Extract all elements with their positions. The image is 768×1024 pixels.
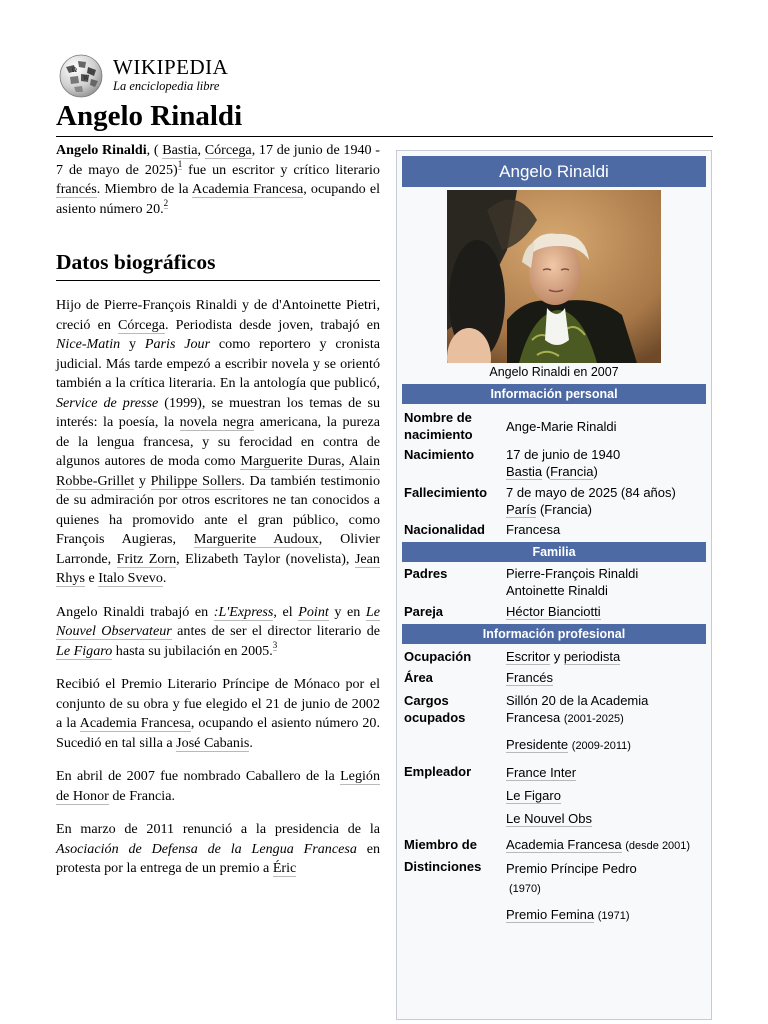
- value-nationality: Francesa: [506, 522, 561, 537]
- value-birth-name: Ange-Marie Rinaldi: [506, 419, 617, 434]
- link-birth-country[interactable]: Francia: [550, 464, 594, 479]
- link-corcega-2[interactable]: Córcega: [118, 316, 165, 333]
- label-partner: Pareja: [404, 604, 444, 619]
- link-italo-svevo[interactable]: Italo Svevo: [98, 570, 163, 586]
- paragraph-4: En abril de 2007 fue nombrado Caballero de la Legión de Honor de Francia.: [56, 768, 380, 804]
- label-birth: Nacimiento: [404, 447, 475, 462]
- row-employer: [402, 762, 706, 834]
- svg-text:Ω: Ω: [72, 67, 77, 74]
- article-body: [56, 141, 380, 893]
- section-heading: Datos biográficos: [56, 249, 380, 281]
- link-death-place[interactable]: París: [506, 502, 537, 517]
- link-novela-negra[interactable]: novela negra: [179, 414, 255, 430]
- value-mother: Antoinette Rinaldi: [506, 583, 608, 598]
- link-jean-rhys[interactable]: Jean Rhys: [56, 550, 380, 586]
- link-bastia[interactable]: Bastia: [162, 142, 198, 158]
- label-parents: Padres: [404, 566, 448, 581]
- wikipedia-tagline: La enciclopedia libre: [113, 79, 220, 93]
- ref-2[interactable]: 2: [163, 197, 169, 208]
- row-death: Fallecimiento 7 de mayo de 2025 (84 años) París (Francia): [402, 482, 706, 520]
- link-robbe-grillet[interactable]: Alain Robbe-Grillet: [56, 453, 380, 489]
- intro-paragraph: Angelo Rinaldi, ( Bastia, Córcega, 17 de junio de 1940 - 7 de mayo de 2025)$^1$ fue un escritor y crítico literario francés. Miembro de la Academia Francesa, ocupando el asiento número 20.$^2$: [56, 142, 380, 217]
- photo-caption: Angelo Rinaldi en 2007: [489, 365, 619, 379]
- link-birth-place[interactable]: Bastia: [506, 464, 543, 479]
- row-partner: [402, 602, 706, 624]
- value-father: Pierre-François Rinaldi: [506, 566, 639, 581]
- link-corcega[interactable]: Córcega: [204, 142, 252, 158]
- link-partner[interactable]: Héctor Bianciotti: [506, 604, 601, 619]
- link-jose-cabanis[interactable]: José Cabanis: [176, 734, 250, 751]
- link-nouvel-observateur[interactable]: Le Nouvel Observateur: [56, 603, 380, 639]
- link-le-nouvel-obs[interactable]: Le Nouvel Obs: [506, 811, 592, 826]
- link-point[interactable]: Point: [298, 603, 329, 620]
- label-area: Área: [404, 670, 433, 685]
- link-marguerite-audoux[interactable]: Marguerite Audoux: [193, 531, 319, 547]
- row-member-distinctions: Miembro de Distinciones Academia Francesa (desde 2001) Premio Príncipe Pedro (1970) Premio Femina (1971): [402, 834, 706, 930]
- paragraph-2: Angelo Rinaldi trabajó en :L'Express, el Point y en Le Nouvel Observateur antes de ser el director literario de Le Figaro hasta su jubilación en 2005.$^3$: [56, 603, 381, 659]
- link-escritor[interactable]: Escritor: [506, 649, 551, 664]
- row-parents: [402, 562, 706, 602]
- link-fritz-zorn[interactable]: Fritz Zorn: [116, 550, 177, 567]
- value-distinction-1: Premio Príncipe Pedro: [506, 861, 637, 876]
- section-family: Familia: [402, 542, 706, 562]
- link-lexpress[interactable]: :L'Express: [213, 603, 274, 620]
- row-nationality: [402, 520, 706, 542]
- paragraph-1: Hijo de Pierre-François Rinaldi y de d'Antoinette Pietri, creció en Córcega. Periodista desde joven, trabajó en Nice-Matin y Paris Jour como reportero y cronista judicial. Más tarde empezó a escribir novela y se orientó también a la crítica literaria. En la antología que publicó, Service de presse (1999), se muestran los temas de su interés: la poesía, la novela negra americana, la pureza de la lengua francesa, y su ferocidad en contra de algunos autores de moda como Marguerite Duras, Alain Robbe-Grillet y Philippe Sollers. Da también testimonio de su admiración por otros escritores ne tan conocidos a quienes ha promovido ante el gran público, como François Augieras, Marguerite Audoux, Olivier Larronde, Fritz Zorn, Elizabeth Taylor (novelista), Jean Rhys e Italo Svevo.: [56, 297, 381, 586]
- link-marguerite-duras[interactable]: Marguerite Duras: [240, 453, 342, 469]
- wikipedia-wordmark[interactable]: WIKIPEDIA: [113, 55, 229, 79]
- link-legion-de-honor[interactable]: Legión de Honor: [56, 768, 380, 804]
- link-academia-francesa-infobox[interactable]: Academia Francesa: [506, 837, 622, 852]
- link-le-figaro-infobox[interactable]: Le Figaro: [506, 788, 561, 803]
- link-eric[interactable]: Éric: [272, 860, 297, 876]
- portrait-image: [447, 190, 661, 363]
- link-presidente[interactable]: Presidente: [506, 737, 569, 752]
- label-positions: Cargos ocupados: [404, 693, 466, 725]
- infobox: [396, 150, 712, 1020]
- link-philippe-sollers[interactable]: Philippe Sollers: [150, 472, 242, 489]
- link-frances[interactable]: francés: [56, 181, 97, 197]
- label-employer: Empleador: [404, 764, 472, 779]
- label-birth-name: Nombre de nacimiento: [404, 410, 473, 442]
- ref-1[interactable]: 1: [177, 158, 183, 169]
- row-birth: Nacimiento 17 de junio de 1940 Bastia (Francia): [402, 444, 706, 482]
- subject-name: Angelo Rinaldi: [56, 142, 147, 158]
- row-birth-name: [402, 406, 706, 444]
- paragraph-5: En marzo de 2011 renunció a la presidencia de la Asociación de Defensa de la Lengua Francesa en protesta por la entrega de un premio a Éric: [56, 821, 381, 876]
- label-member: Miembro de: [404, 837, 477, 852]
- label-death: Fallecimiento: [404, 485, 488, 500]
- link-academia-francesa[interactable]: Academia Francesa: [191, 181, 304, 197]
- paragraph-3: Recibió el Premio Literario Príncipe de Mónaco por el conjunto de su obra y fue elegido el 21 de junio de 2002 a la Academia Francesa, ocupando el asiento número 20. Sucedió en tal silla a José Cabanis.: [56, 676, 380, 751]
- label-distinctions: Distinciones: [404, 859, 482, 874]
- wikipedia-globe-logo[interactable]: [56, 53, 106, 99]
- section-personal-info: Información personal: [402, 384, 706, 404]
- value-death-date: 7 de mayo de 2025 (84 años): [506, 485, 676, 500]
- portrait-photo[interactable]: [447, 190, 661, 363]
- infobox-title: Angelo Rinaldi: [402, 156, 706, 187]
- row-occupation: Ocupación Escritor y periodista: [404, 649, 621, 664]
- link-periodista[interactable]: periodista: [563, 649, 621, 664]
- value-death-country: Francia: [544, 502, 588, 517]
- ref-3[interactable]: 3: [272, 639, 278, 650]
- svg-text:W: W: [83, 75, 90, 82]
- title-divider: [56, 136, 713, 137]
- page-title: Angelo Rinaldi: [56, 100, 243, 132]
- link-premio-femina[interactable]: Premio Femina: [506, 907, 595, 922]
- section-professional: Información profesional: [402, 624, 706, 644]
- link-france-inter[interactable]: France Inter: [506, 765, 577, 780]
- label-occupation: Ocupación: [404, 649, 472, 664]
- value-position-1: Sillón 20 de la Academia Francesa: [506, 693, 649, 725]
- link-academia-francesa-2[interactable]: Academia Francesa: [79, 715, 191, 731]
- row-positions: Cargos ocupados Sillón 20 de la Academia Francesa (2001-2025) Presidente (2009-2011): [404, 693, 649, 752]
- link-area[interactable]: Francés: [506, 670, 553, 685]
- row-area: [402, 668, 706, 690]
- label-nationality: Nacionalidad: [404, 522, 485, 537]
- link-le-figaro[interactable]: Le Figaro: [56, 642, 113, 659]
- value-birth-date: 17 de junio de 1940: [506, 447, 621, 462]
